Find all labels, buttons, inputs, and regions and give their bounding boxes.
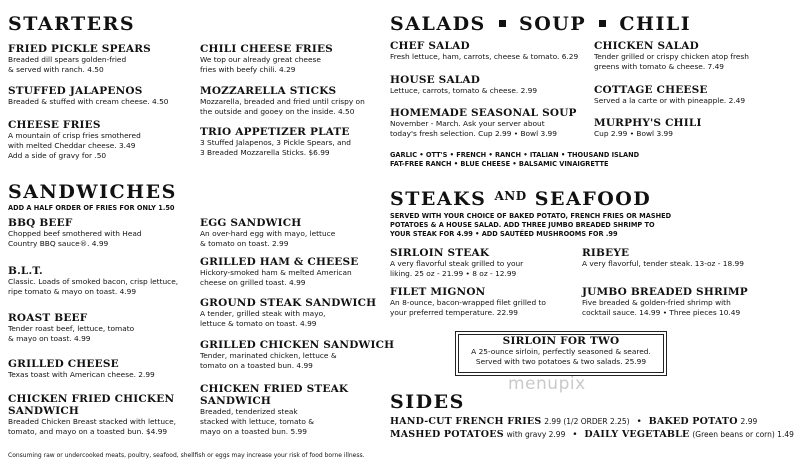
square-separator-icon (499, 20, 506, 27)
food-safety-disclaimer: Consuming raw or undercooked meats, poultry, seafood, shellfish or eggs may increase your risk of food borne illness. (8, 452, 365, 459)
steaks-note: SERVED WITH YOUR CHOICE OF BAKED POTATO, FRENCH FRIES OR MASHED POTATOES & A HOUSE SALAD. ADD THREE JUMBO BREADED SHRIMP TO YOUR STEAK FOR 4.99 • ADD SAUTÉED MUSHROOMS FOR .99 (390, 212, 672, 238)
sides-heading: SIDES (390, 391, 465, 413)
menu-item: BBQ BEEF Chopped beef smothered with Head Country BBQ sauce®. 4.99 (8, 217, 142, 248)
menu-item: FRIED PICKLE SPEARS Breaded dill spears golden-fried & served with ranch. 4.50 (8, 43, 198, 75)
menu-item: CHEF SALAD Fresh lettuce, ham, carrots, cheese & tomato. 6.29 (390, 40, 579, 61)
menu-item: GROUND STEAK SANDWICH A tender, grilled steak with mayo, lettuce & tomato on toast. 4.99 (200, 297, 377, 328)
sandwiches-note: ADD A HALF ORDER OF FRIES FOR ONLY 1.50 (8, 204, 175, 212)
menu-item: MOZZARELLA STICKS Mozzarella, breaded and fried until crispy on the outside and gooey on the inside. 4.50 (200, 85, 365, 116)
bullet-separator: • (636, 417, 642, 427)
sandwiches-heading: SANDWICHES (8, 181, 177, 203)
salads-heading: SALADS SOUP CHILI (390, 13, 692, 35)
sides-line-2: MASHED POTATOES with gravy 2.99 • DAILY VEGETABLE (Green beans or corn) 1.49 (390, 429, 794, 440)
menu-item: HOMEMADE SEASONAL SOUP November - March. Ask your server about today's fresh selection. Cup 2.99 • Bowl 3.99 (390, 107, 577, 138)
menu-item: CHICKEN FRIED CHICKEN SANDWICH Breaded Chicken Breast stacked with lettuce, tomato, and mayo on a toasted bun. $4.99 (8, 393, 176, 436)
menu-item: ROAST BEEF Tender roast beef, lettuce, tomato & mayo on toast. 4.99 (8, 312, 135, 343)
square-separator-icon (599, 20, 606, 27)
sirloin-for-two-box: SIRLOIN FOR TWO A 25-ounce sirloin, perfectly seasoned & seared. Served with two potatoes & two salads. 25.99 (455, 331, 667, 376)
menupix-watermark: menupix (508, 374, 586, 394)
dressings-list: GARLIC • OTT'S • FRENCH • RANCH • ITALIAN • THOUSAND ISLAND FAT-FREE RANCH • BLUE CHEESE • BALSAMIC VINAIGRETTE (390, 151, 640, 168)
starters-heading: STARTERS (8, 13, 136, 35)
menu-item: CHICKEN SALAD Tender grilled or crispy chicken atop fresh greens with tomato & cheese. 7.49 (594, 40, 749, 71)
sides-line-1: HAND-CUT FRENCH FRIES 2.99 (1/2 ORDER 2.25) • BAKED POTATO 2.99 (390, 416, 758, 427)
item-name: FRIED PICKLE SPEARS (8, 43, 151, 55)
menu-item: EGG SANDWICH An over-hard egg with mayo, lettuce & tomato on toast. 2.99 (200, 217, 336, 248)
menu-item: RIBEYE A very flavorful, tender steak. 13-oz - 18.99 (582, 247, 744, 268)
menu-item: HOUSE SALAD Lettuce, carrots, tomato & cheese. 2.99 (390, 74, 538, 95)
menu-item: COTTAGE CHEESE Served a la carte or with pineapple. 2.49 (594, 84, 746, 105)
menu-item: CHICKEN FRIED STEAK SANDWICH Breaded, tenderized steak stacked with lettuce, tomato & mayo on a toasted bun. 5.99 (200, 383, 349, 436)
bullet-separator: • (572, 430, 578, 440)
menu-item: CHEESE FRIES A mountain of crisp fries smothered with melted Cheddar cheese. 3.49 Add a side of gravy for .50 (8, 119, 141, 160)
menu-item: MURPHY'S CHILI Cup 2.99 • Bowl 3.99 (594, 117, 702, 138)
menu-item: B.L.T. Classic. Loads of smoked bacon, crisp lettuce, ripe tomato & mayo on toast. 4.99 (8, 265, 179, 296)
menu-item: CHILI CHEESE FRIES We top our already great cheese fries with beefy chili. 4.29 (200, 43, 333, 74)
menu-item: STUFFED JALAPENOS Breaded & stuffed with cream cheese. 4.50 (8, 85, 169, 106)
menu-item: FILET MIGNON An 8-ounce, bacon-wrapped filet grilled to your preferred temperature. 22.99 (390, 286, 546, 317)
menu-item: GRILLED HAM & CHEESE Hickory-smoked ham & melted American cheese on grilled toast. 4.99 (200, 256, 359, 287)
menu-item: JUMBO BREADED SHRIMP Five breaded & golden-fried shrimp with cocktail sauce. 14.99 • Three pieces 10.49 (582, 286, 748, 317)
menu-item: SIRLOIN STEAK A very flavorful steak grilled to your liking. 25 oz - 21.99 • 8 oz - 12.99 (390, 247, 524, 278)
steaks-heading: STEAKS $^{AND}$ SEAFOOD (390, 188, 652, 210)
menu-item: GRILLED CHEESE Texas toast with American cheese. 2.99 (8, 358, 155, 379)
menu-item: TRIO APPETIZER PLATE 3 Stuffed Jalapenos, 3 Pickle Spears, and 3 Breaded Mozzarella Sticks. $6.99 (200, 126, 351, 157)
menu-item: GRILLED CHICKEN SANDWICH Tender, marinated chicken, lettuce & tomato on a toasted bun. 4.99 (200, 339, 395, 370)
